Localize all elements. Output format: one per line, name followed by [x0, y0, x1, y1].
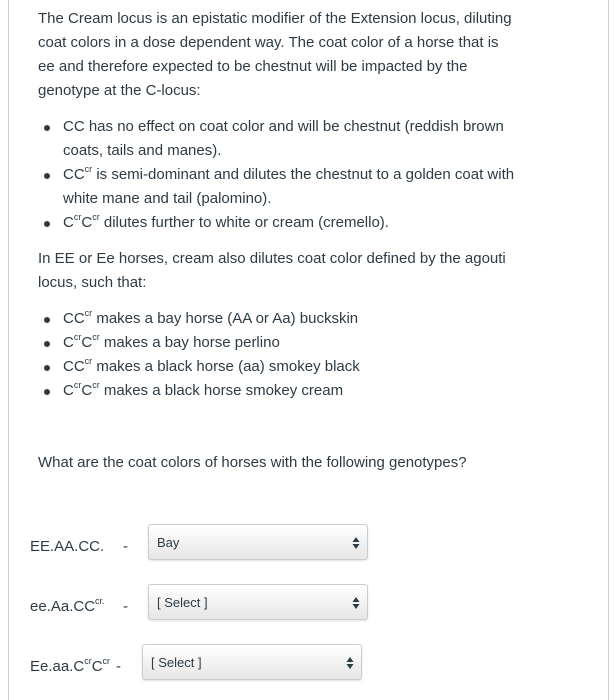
coat-color-select[interactable]: [148, 524, 368, 560]
genotype-label: $Ee.aa.C^{cr}C^{cr}$: [30, 656, 111, 675]
selected-value: [ Select ]: [157, 595, 208, 610]
list-item: $C^{cr}C^{cr}$ dilutes further to white or cream (cremello).: [38, 211, 518, 235]
list-item: CC has no effect on coat color and will be chestnut (reddish brown coats, tails and manes).: [38, 115, 518, 163]
list-item: $C^{cr}C^{cr}$ makes a bay horse perlino: [38, 331, 518, 355]
list-item: $CC^{cr}$ makes a black horse (aa) smokey black: [38, 355, 518, 379]
dash: -: [123, 598, 128, 615]
coat-color-select[interactable]: [142, 644, 362, 680]
genotype-label: $ee.Aa.CC^{cr.}$: [30, 596, 105, 615]
select-arrows-icon: [346, 656, 354, 670]
question-prompt: What are the coat colors of horses with the following genotypes?: [38, 454, 467, 471]
coat-color-select[interactable]: [148, 584, 368, 620]
genotype-label: EE.AA.CC.: [30, 538, 105, 555]
list-item: $CC^{cr}$ is semi-dominant and dilutes the chestnut to a golden coat with white mane and tail (palomino).: [38, 163, 518, 211]
select-arrows-icon: [352, 536, 360, 550]
selected-value: [ Select ]: [151, 655, 202, 670]
list-item: $C^{cr}C^{cr}$ makes a black horse smokey cream: [38, 379, 518, 403]
intro-paragraph: The Cream locus is an epistatic modifier of the Extension locus, diluting coat colors in a dose dependent way. The coat color of a horse that is ee and therefore expected to be chestnut will be impacted by the genotype at the C-locus:: [38, 10, 512, 99]
dash: -: [116, 658, 121, 675]
select-arrows-icon: [352, 596, 360, 610]
question-card: [8, 0, 609, 700]
list-item: $CC^{cr}$ makes a bay horse (AA or Aa) buckskin: [38, 307, 518, 331]
selected-value: Bay: [157, 535, 180, 550]
agouti-paragraph: In EE or Ee horses, cream also dilutes coat color defined by the agouti locus, such that:: [38, 250, 506, 291]
question-content: [38, 6, 518, 475]
agouti-list: [38, 307, 518, 403]
dash: -: [123, 538, 128, 555]
c-locus-list: [38, 115, 518, 235]
